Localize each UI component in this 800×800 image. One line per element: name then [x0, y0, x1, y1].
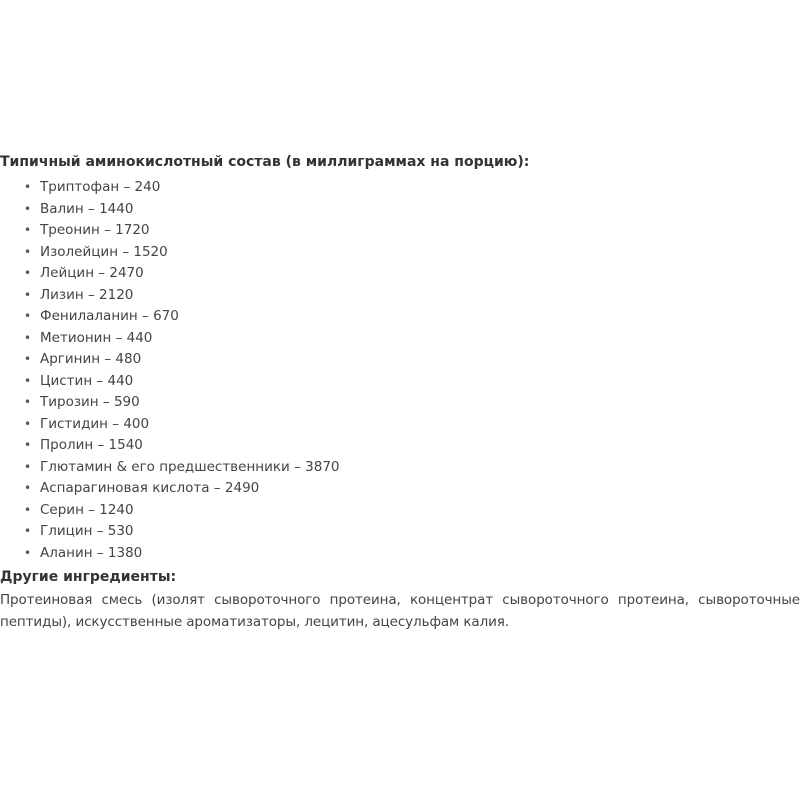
bullet-icon: •	[24, 201, 32, 216]
amino-acid-text: Пролин – 1540	[40, 437, 143, 453]
bullet-icon: •	[24, 309, 32, 323]
list-item	[0, 392, 800, 414]
bullet-icon: •	[24, 266, 32, 280]
bullet-icon: •	[24, 373, 32, 388]
amino-acid-text: Валин – 1440	[40, 200, 134, 217]
amino-acid-list	[0, 177, 800, 564]
amino-acid-text: Гистидин – 400	[40, 415, 150, 432]
bullet-icon: •	[24, 545, 32, 560]
amino-acid-heading: Типичный аминокислотный состав (в миллиграммах на порцию):	[0, 154, 530, 170]
list-item	[0, 263, 800, 285]
amino-acid-text: Аргинин – 480	[40, 351, 142, 367]
list-item	[0, 371, 800, 393]
amino-acid-text: Серин – 1240	[40, 501, 134, 518]
list-item	[0, 414, 800, 436]
bullet-icon: •	[24, 502, 32, 517]
bullet-icon: •	[24, 524, 32, 538]
bullet-icon: •	[24, 416, 32, 431]
bullet-icon: •	[24, 459, 32, 474]
bullet-icon: •	[24, 481, 32, 495]
list-item	[0, 177, 800, 199]
list-item	[0, 478, 800, 500]
bullet-icon: •	[24, 438, 32, 452]
amino-acid-text: Тирозин – 590	[40, 394, 140, 410]
other-ingredients-text: Протеиновая смесь (изолят сывороточного протеина, концентрат сывороточного протеина, сывороточные пептиды), искусственные ароматизаторы, лецитин, ацесульфам калия.	[0, 592, 800, 630]
amino-acid-text: Лейцин – 2470	[40, 265, 144, 281]
amino-acid-text: Метионин – 440	[40, 329, 153, 346]
amino-acid-text: Аспарагиновая кислота – 2490	[40, 480, 260, 496]
bullet-icon: •	[24, 395, 32, 409]
list-item	[0, 285, 800, 307]
amino-acid-text: Треонин – 1720	[40, 222, 150, 238]
amino-acid-text: Триптофан – 240	[40, 179, 161, 195]
amino-acid-text: Аланин – 1380	[40, 544, 143, 561]
list-item	[0, 220, 800, 242]
list-item	[0, 242, 800, 264]
bullet-icon: •	[24, 287, 32, 302]
other-ingredients-heading: Другие ингредиенты:	[0, 569, 177, 585]
amino-acid-text: Лизин – 2120	[40, 286, 134, 303]
list-item	[0, 457, 800, 479]
bullet-icon: •	[24, 180, 32, 194]
list-item	[0, 306, 800, 328]
bullet-icon: •	[24, 223, 32, 237]
amino-acid-text: Глицин – 530	[40, 523, 134, 539]
bullet-icon: •	[24, 244, 32, 259]
list-item	[0, 435, 800, 457]
bullet-icon: •	[24, 352, 32, 366]
amino-acid-text: Глютамин & его предшественники – 3870	[40, 458, 340, 475]
document-content	[0, 152, 800, 633]
list-item	[0, 349, 800, 371]
amino-acid-text: Цистин – 440	[40, 372, 134, 389]
list-item	[0, 328, 800, 350]
list-item	[0, 543, 800, 565]
amino-acid-text: Изолейцин – 1520	[40, 243, 168, 260]
list-item	[0, 199, 800, 221]
list-item	[0, 521, 800, 543]
list-item	[0, 500, 800, 522]
bullet-icon: •	[24, 330, 32, 345]
amino-acid-text: Фенилаланин – 670	[40, 308, 179, 324]
